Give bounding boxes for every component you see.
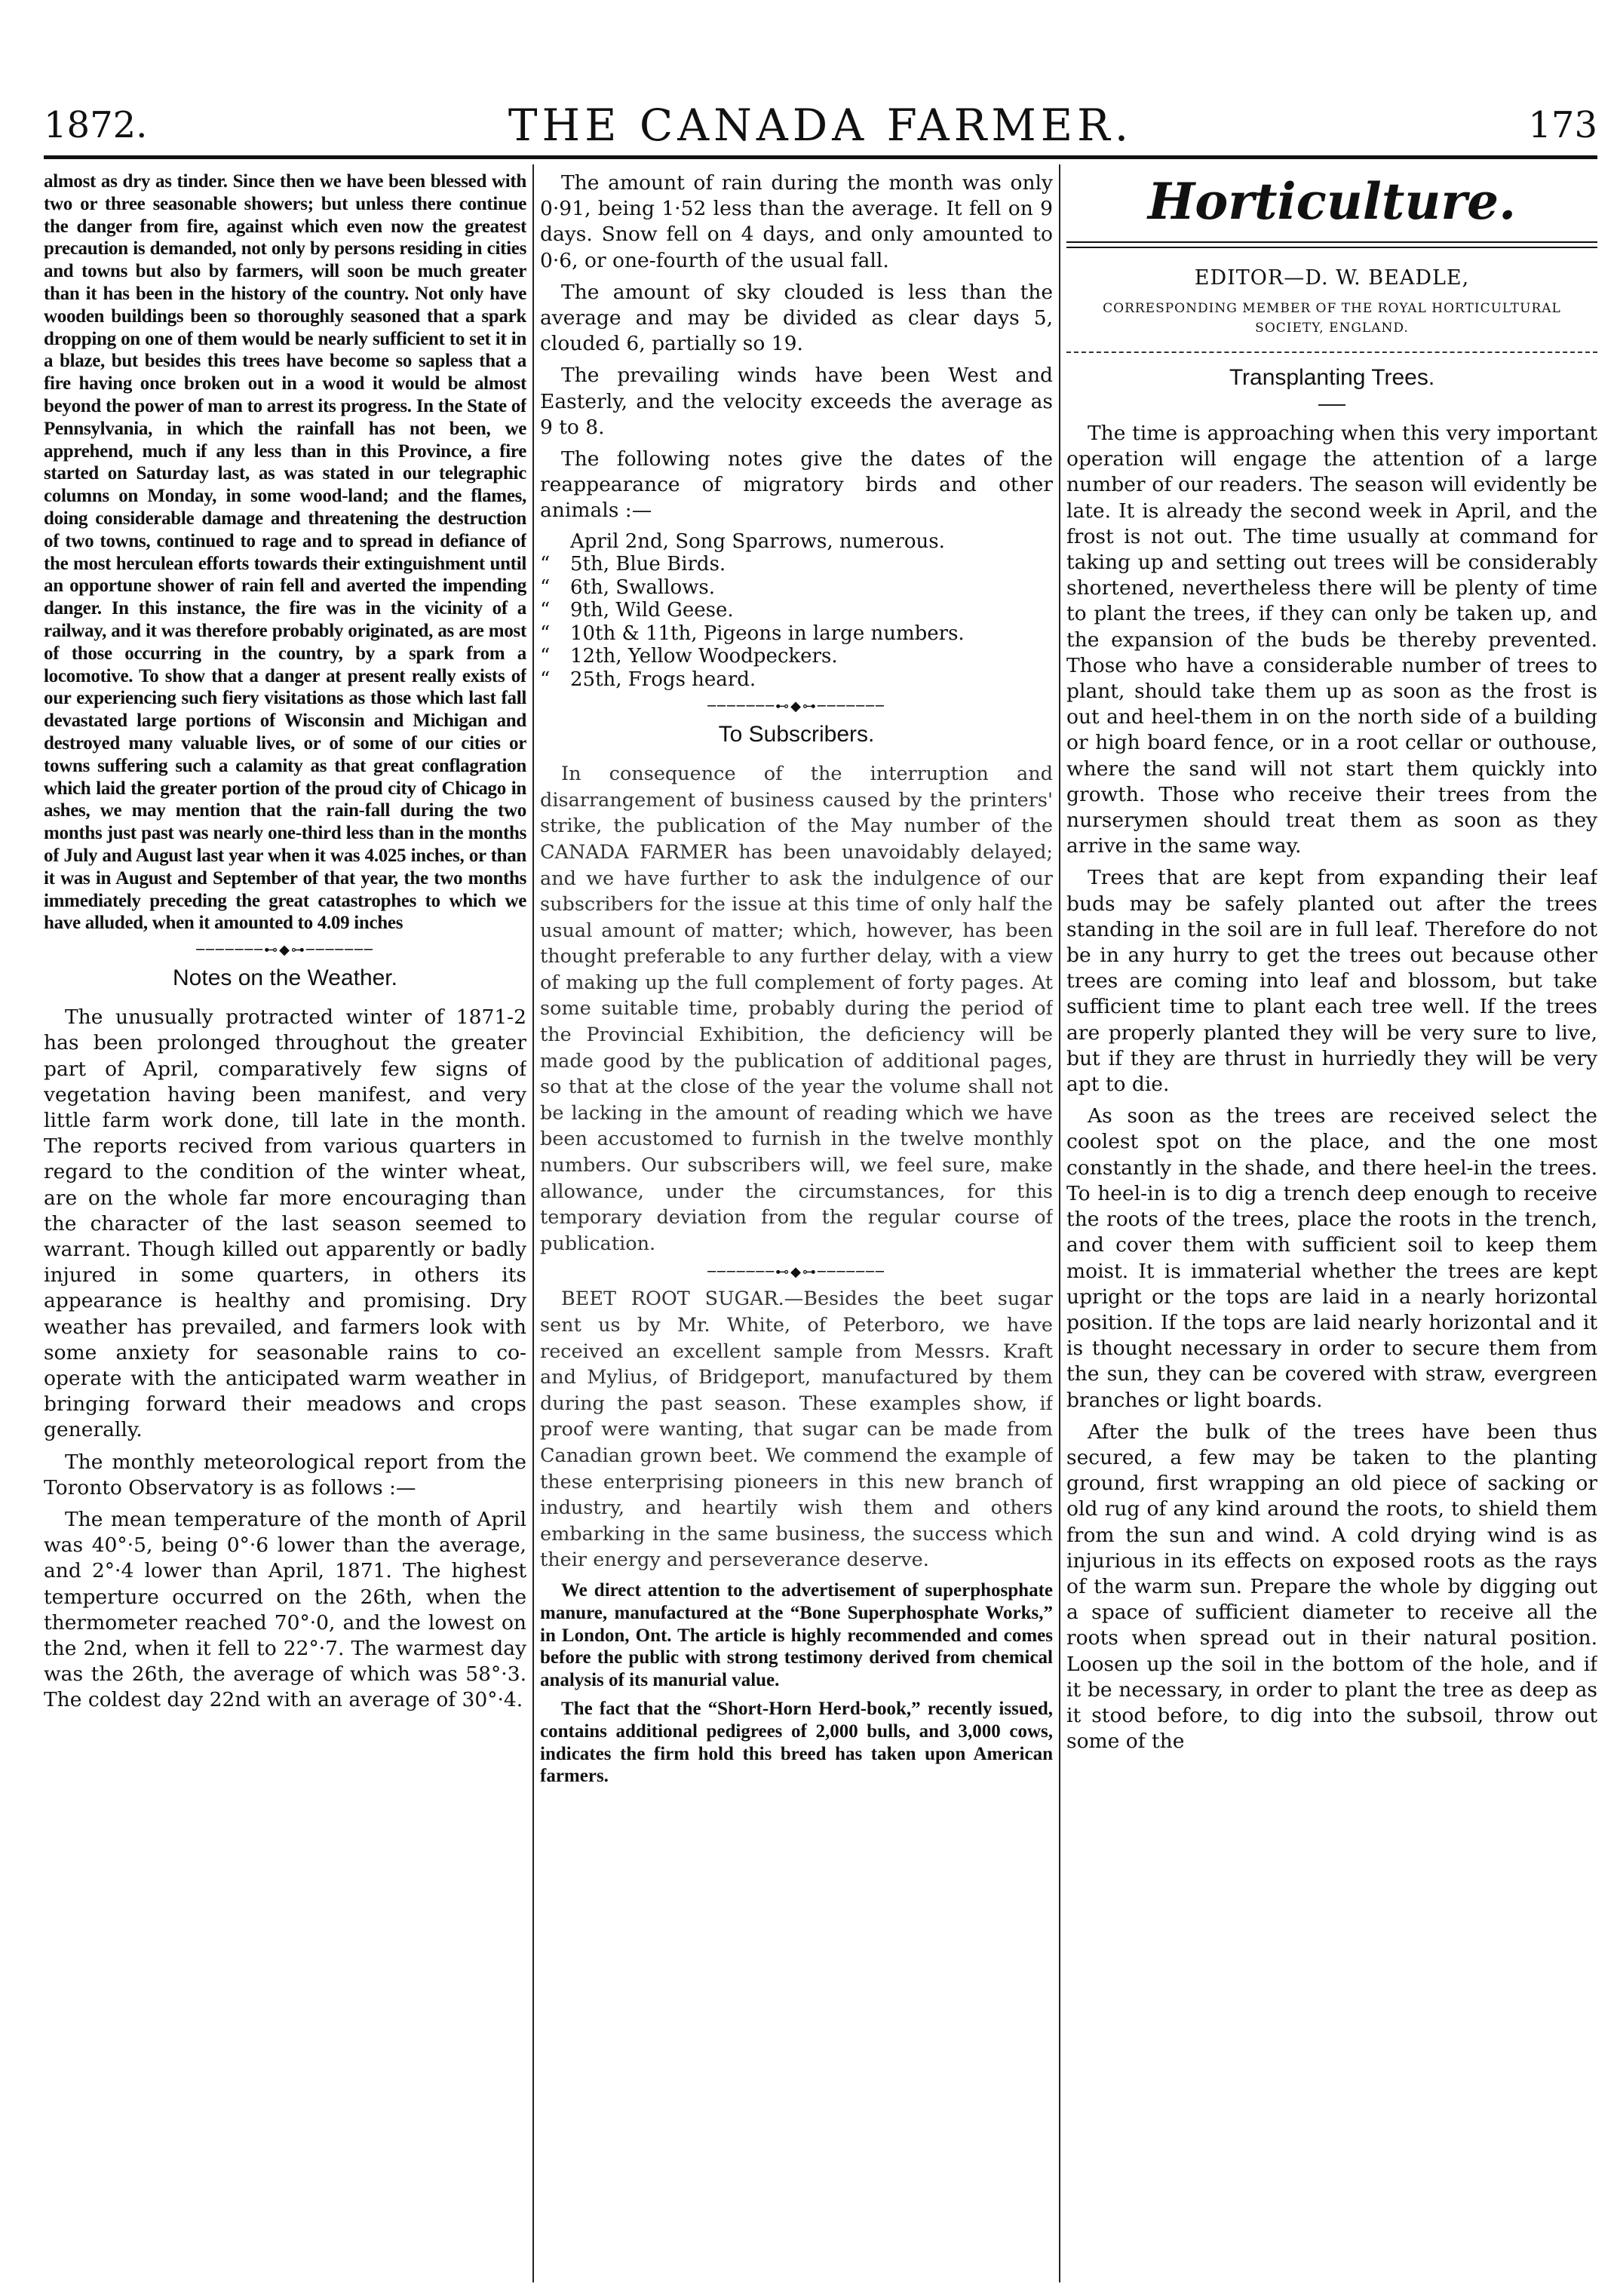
heading-dash (1318, 404, 1345, 406)
beet-sugar-paragraph (540, 1286, 1053, 1573)
title-rule (1066, 241, 1597, 248)
beet-sugar-text: —Besides the beet sugar sent us by Mr. White, of Peterboro, we have received an excellent sample from Messrs. Kraft and Mylius, of Bridgeport, manufactured by them during the past season. These examples show, if proof were wanting, that sugar can be made from Canadian grown beet. We commend the example of these enterprising pioneers in this new branch of industry, and heartily wish them and others embarking in the same business, the success which their energy and perseverance deserve. (540, 1288, 1053, 1572)
weather-paragraph: The prevailing winds have been West and Easterly, and the velocity exceeds the average as 9 to 8. (540, 364, 1053, 439)
column-right (1066, 170, 1597, 2282)
list-item: “ 5th, Blue Birds. (540, 553, 726, 576)
masthead (44, 100, 1597, 152)
publication-title: THE CANADA FARMER. (508, 100, 1134, 151)
list-item: “ 6th, Swallows. (540, 576, 715, 599)
article-heading: Transplanting Trees. (1229, 365, 1435, 390)
issue-year: 1872. (44, 104, 148, 146)
section-title: Horticulture. (1147, 172, 1517, 231)
weather-paragraph: The mean temperature of the month of April was 40°·5, being 0°·6 lower than the average, and 2°·4 lower than April, 1871. The highest temperture occurred on the 26th, when the thermometer reached 70°·0, and the lowest on the 2nd, when it fell to 22°·7. The warmest day was the 26th, the average of which was 58°·3. The coldest day 22nd with an average of 30°·4. (44, 1507, 526, 1712)
editor-line: EDITOR—D. W. BEADLE, (1194, 266, 1470, 290)
article-paragraph: The time is approaching when this very important operation will engage the attention of a large number of our readers. The season will evidently be late. It is already the second week in April, and the frost is not out. The time usually at command for taking up and setting out trees will be considerably shortened, nevertheless there will be plenty of time to plant the trees, if they can only be taken up, and the expansion of the buds be thereby prevented. Those who have a considerable number of trees to plant, should take them up as soon as the frost is out and heel-them in on the north side of a building or high board fence, or in a root cellar or outhouse, where the sand will not start them quickly into growth. Those who receive their trees from the nurserymen should treat them as soon as they arrive in the same way. (1066, 422, 1597, 858)
list-item: “ 9th, Wild Geese. (540, 599, 734, 622)
column-middle (540, 170, 1053, 2282)
bird-dates-list (540, 530, 1053, 692)
column-left (44, 170, 526, 2282)
beet-sugar-lead: BEET ROOT SUGAR. (561, 1288, 784, 1311)
fire-danger-article: almost as dry as tinder. Since then we have been blessed with two or three seasonable showers; but unless there continue the danger from fire, against which even now the greatest precaution is demanded, not only by persons residing in cities and towns but also by farmers, will soon be much greater than it has been in the history of the country. Not only have wooden buildings been so thoroughly seasoned that a spark dropping on one of them would be nearly sufficient to set it in a blaze, but besides this trees have become so sapless that a fire having once broken out in a wood it would be almost beyond the power of man to arrest its progress. In the State of Pennsylvania, in which the rainfall has not been, we apprehend, much if any less than in this Province, a fire started on Saturday last, as was stated in our telegraphic columns on Monday, in some wood-land; and the flames, doing considerable damage and threatening the destruction of two towns, continued to rage and to spread in defiance of the most herculean efforts towards their extinguishment until an opportune shower of rain fell and averted the impending danger. In this instance, the fire was in the vicinity of a railway, and it was therefore probably originated, as are most of those occurring in the country, by a spark from a locomotive. To show that a danger at present really exists of our experiencing such fiery visitations as those which last fall devastated large portions of Wisconsin and Michigan and destroyed many valuable lives, or of some of our cities or towns suffering such a calamity as that great conflagration which laid the greater portion of the proud city of Chicago in ashes, we may mention that the rain-fall during the two months just past was nearly one-third less than in the months of July and August last year when it was 4.025 inches, or than it was in August and September of that year, the two months immediately preceding the great catastrophes to which we have alluded, when it amounted to 4.09 inches (44, 171, 526, 934)
weather-paragraph: The amount of rain during the month was only 0·91, being 1·52 less than the average. It fell on 9 days. Snow fell on 4 days, and only amounted to 0·6, or one-fourth of the usual fall. (540, 171, 1053, 272)
list-item: April 2nd, Song Sparrows, numerous. (570, 529, 945, 553)
article-paragraph: Trees that are kept from expanding their leaf buds may be safely planted out after the trees standing in the soil are in full leaf. Therefore do not be in any hurry to get the trees out because other trees are coming into leaf and blossom, but take sufficient time to plant each tree well. If the trees are properly planted they will be very sure to live, but if they are thrust in hurriedly they will be very apt to die. (1066, 866, 1597, 1097)
subscribers-heading: To Subscribers. (718, 722, 875, 747)
page-number: 173 (1528, 104, 1597, 146)
article-paragraph: As soon as the trees are received select the coolest spot on the place, and the one most constantly in the shade, and there heel-in the trees. To heel-in is to dig a trench deep enough to receive the roots of the trees, place the roots in the trench, and cover them with sufficient soil to keep them moist. It is immaterial whether the trees are kept upright or the tops are laid in a nearly horizontal position. If the tops are laid nearly horizontal and it is thought necessary in order to secure them from the sun, they can be covered with straw, evergreen branches or light boards. (1066, 1104, 1597, 1412)
section-ornament: ───────⊷◆⊶─────── (707, 698, 885, 715)
section-ornament: ───────⊷◆⊶─────── (707, 1264, 885, 1281)
column-divider (1059, 164, 1060, 2282)
subscribers-paragraph: In consequence of the interruption and disarrangement of business caused by the printers' strike, the publication of the May number of the CANADA FARMER has been unavoidably delayed; and we have further to ask the indulgence of our subscribers for the issue at this time of only half the usual amount of matter; which, however, has been thought preferable to any further delay, with a view of making up the full complement of forty pages. At some suitable time, probably during the period of the Provincial Exhibition, the deficiency will be made good by the publication of additional pages, so that at the close of the year the volume shall not be lacking in the amount of reading which we have been accustomed to furnish in the twelve monthly numbers. Our subscribers will, we feel sure, make allowance, under the circumstances, for this temporary deviation from the regular course of publication. (540, 763, 1053, 1255)
dashed-rule (1066, 351, 1597, 353)
list-item: “ 12th, Yellow Woodpeckers. (540, 645, 838, 668)
weather-paragraph: The amount of sky clouded is less than the average and may be divided as clear days 5, clouded 6, partially so 19. (540, 280, 1053, 356)
list-item: “ 25th, Frogs heard. (540, 668, 756, 691)
editor-credentials: CORRESPONDING MEMBER OF THE ROYAL HORTICULTURAL SOCIETY, ENGLAND. (1103, 301, 1561, 336)
weather-heading: Notes on the Weather. (173, 965, 397, 991)
list-item: “ 10th & 11th, Pigeons in large numbers. (540, 622, 965, 645)
article-paragraph: After the bulk of the trees have been thus secured, a few may be taken to the planting ground, first wrapping an old piece of sacking or old rug of any kind around the roots, to shield them from the sun and wind. A cold drying wind is as injurious in its effects on exposed roots as the rays of the warm sun. Prepare the whole by digging out a space of sufficient diameter to receive all the roots when spread out in their natural position. Loosen up the soil in the bottom of the hole, and if it be necessary, in order to plant the tree as deep as it stood before, to dig into the subsoil, throw out some of the (1066, 1420, 1597, 1754)
weather-paragraph: The unusually protracted winter of 1871-2 has been prolonged throughout the greater part of April, comparatively few signs of vegetation having been manifest, and very little farm work done, till late in the month. The reports recived from various quarters in regard to the condition of the winter wheat, are on the whole far more encouraging than the character of the last season seemed to warrant. Though killed out apparently or badly injured in some quarters, in others its appearance is healthy and promising. Dry weather has prevailed, and farmers look with some anxiety for seasonable rains to co-operate with the anticipated warm weather in bringing forward their meadows and crops generally. (44, 1005, 526, 1442)
superphosphate-paragraph: We direct attention to the advertisement of superphosphate manure, manufactured at the “Bone Superphosphate Works,” in London, Ont. The article is highly recommended and comes before the public with strong testimony derived from chemical analysis of its manurial value. (540, 1579, 1053, 1691)
masthead-rule (44, 155, 1597, 159)
weather-paragraph: The monthly meteorological report from the Toronto Observatory is as follows :— (44, 1450, 526, 1499)
shorthorn-paragraph: The fact that the “Short-Horn Herd-book,” recently issued, contains additional pedigrees of 2,000 bulls, and 3,000 cows, indicates the firm hold this breed has taken upon American farmers. (540, 1698, 1053, 1787)
section-ornament: ───────⊷◆⊶─────── (196, 942, 374, 959)
column-divider (532, 164, 534, 2282)
weather-paragraph: The following notes give the dates of the reappearance of migratory birds and other animals :— (540, 447, 1053, 523)
